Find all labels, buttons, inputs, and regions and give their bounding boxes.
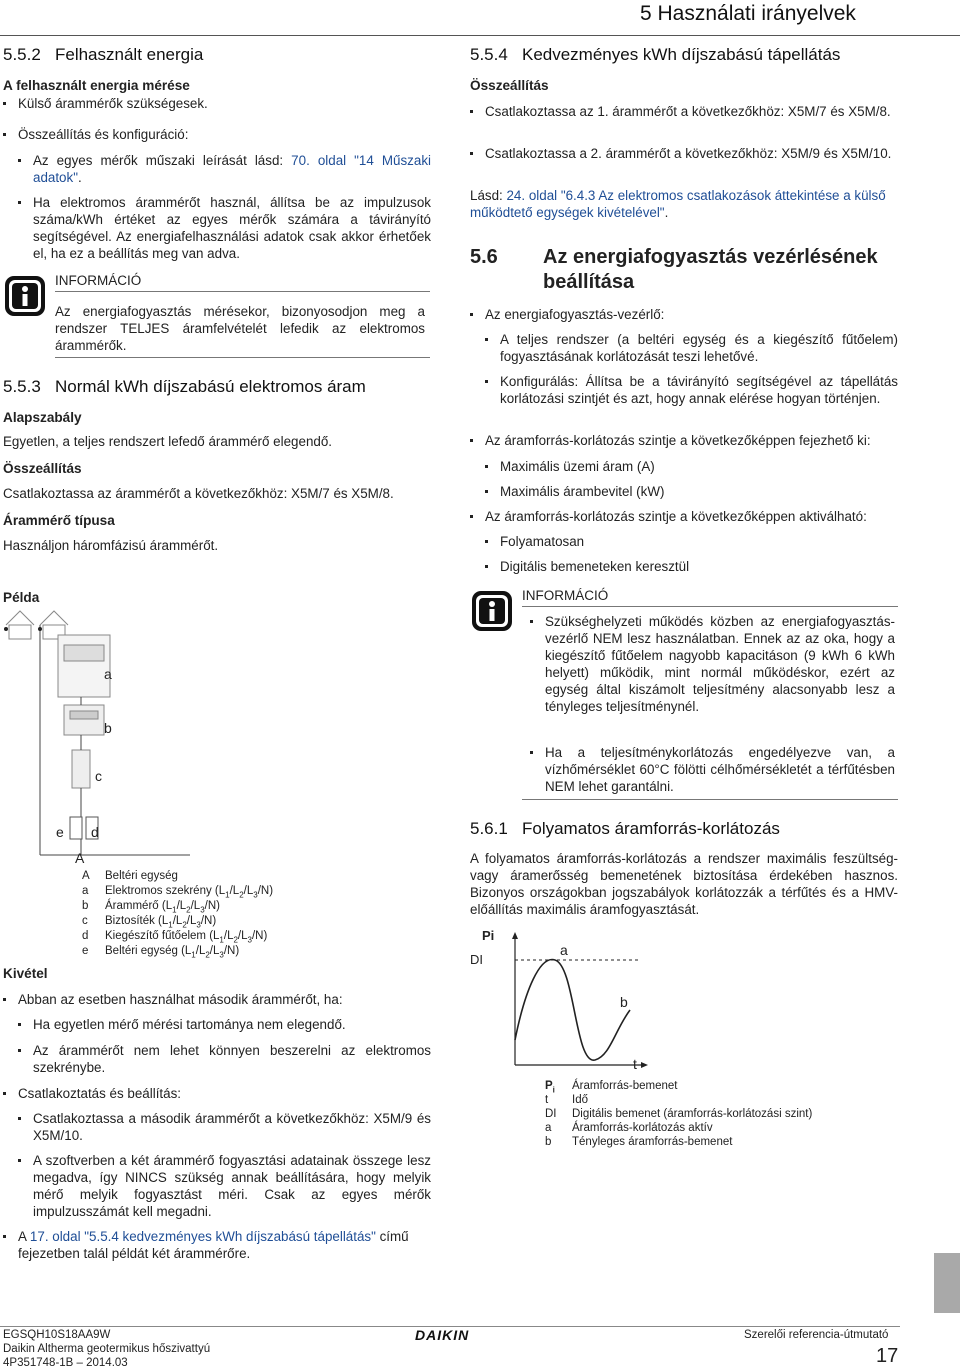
footer-doc: 4P351748-1B – 2014.03	[3, 1357, 128, 1369]
legend-row: $P_i$ Áramforrás-bemenet	[545, 1080, 678, 1095]
see-ref: Lásd: 24. oldal "6.4.3 Az elektromos csatlakozások áttekintése a külső működtető egységek kivételével".	[470, 188, 886, 220]
bullet-range: Ha egyetlen mérő mérési tartománya nem elegendő.	[33, 1016, 433, 1033]
bullet-software: A szoftverben a két árammérő fogyasztási adatainak összege lesz megadva, így NINCS szükség annak beállítására, hogy melyik mérő melyik fogyasztást méri. Csak az egyes mérők impulzusszámát kell megadni.	[33, 1153, 431, 1219]
section-554-title: 5.5.4 Kedvezményes kWh díjszabású tápellátás	[470, 45, 841, 64]
legend-row: d Kiegészítő fűtőelem $(L_1/L_2/L_3/N)$	[82, 930, 268, 945]
bullet-example-ref: A 17. oldal "5.5.4 kedvezményes kWh díjszabású tápellátás" című fejezetben talál példát két árammérőre.	[18, 1228, 433, 1262]
graph-label-a: a	[560, 942, 568, 958]
info-icon	[471, 590, 513, 632]
info-rule-right	[522, 606, 898, 607]
info-rule	[55, 291, 430, 292]
legend-row: t Idő	[545, 1094, 588, 1106]
fig-label-c: c	[95, 768, 102, 784]
section-56-title-2: beállítása	[543, 271, 635, 293]
text-561: A folyamatos áramforrás-korlátozás a rendszer maximális feszültség- vagy áramerősség bemenetének biztosítása érdekében hasznos. Bizonyos országokban jogszabályok korlátozzák a térfűtés és a HMV-előállítás maximális áramfogyasztását.	[470, 851, 898, 917]
info-text: Az energiafogyasztás mérésekor, bizonyosodjon meg a rendszer TELJES áramfelvételét lefedik az elektromos árammérők.	[55, 304, 425, 353]
link-643[interactable]: 24. oldal "6.4.3 Az elektromos csatlakozások áttekintése a külső működtető egységek kivételével"	[470, 188, 886, 220]
bullet-controller-b: Konfigurálás: Állítsa be a távirányító segítségével az tápellátás korlátozási szintjét és azt, hogy annak elérése hogyan történjen.	[500, 374, 898, 406]
text-setup: Csatlakoztassa az árammérőt a következőkhöz: X5M/7 és X5M/8.	[3, 486, 394, 501]
fig-label-e: e	[56, 824, 64, 840]
fig-label-a: a	[104, 666, 112, 682]
graph-label-b: b	[620, 994, 628, 1010]
info-title: INFORMÁCIÓ	[55, 273, 142, 288]
fig-label-A: A	[75, 850, 85, 866]
heading-exception: Kivétel	[3, 966, 48, 981]
link-tech-data[interactable]: 70. oldal "14 Műszaki adatok"	[33, 153, 431, 185]
fig-label-d: d	[91, 824, 99, 840]
bullet-digital: Digitális bemeneteken keresztül	[500, 558, 898, 575]
section-56-title-1: Az energiafogyasztás vezérlésének	[543, 246, 878, 268]
subtitle-energy-measure: A felhasznált energia mérése	[3, 78, 190, 93]
bullet-pulse-setting: Ha elektromos árammérőt használ, állítsa be az impulzusok száma/kWh értéket az egyes mérők számára a távirányító segítségével. Az energiafelhasználási adatok csak akkor érhetőek el, ha ez a beállítás meg van adva.	[33, 195, 431, 261]
link-554[interactable]: 17. oldal "5.5.4 kedvezményes kWh díjszabású tápellátás"	[29, 1229, 376, 1244]
legend-row: A Beltéri egység	[82, 870, 178, 882]
legend-row: a Elektromos szekrény $(L_1/L_2/L_3/N)$	[82, 885, 274, 900]
bullet-controller: Az energiafogyasztás-vezérlő:	[485, 306, 897, 323]
info-rule-right-bottom	[522, 799, 898, 800]
bullet-meter1: Csatlakoztassa az 1. árammérőt a következőkhöz: X5M/7 és X5M/8.	[485, 103, 897, 120]
header-rule	[0, 35, 960, 36]
info-rule-bottom	[55, 357, 430, 358]
info-bullet-emergency: Szükséghelyzeti működés közben az energiafogyasztás-vezérlő NEM lesz használatban. Ennek az az oka, hogy a kiegészítő fűtőelem nagyobb kapacitáson (9 kWh 6 kWh helyett) működik, mint normál működéskor, ezért az egység által kiszámolt teljesítmény alacsonyabb lesz a tényleges teljesítménynél.	[545, 614, 895, 714]
bullet-max-current: Maximális üzemi áram (A)	[500, 458, 898, 475]
heading-setup-554: Összeállítás	[470, 78, 549, 93]
bullet-spec-ref: Az egyes mérők műszaki leírását lásd: 70. oldal "14 Műszaki adatok".	[33, 153, 431, 185]
section-56-num: 5.6	[470, 246, 498, 268]
info-icon	[4, 275, 46, 317]
bullet-max-power: Maximális árambevitel (kW)	[500, 483, 898, 500]
graph-label-dl: DI	[470, 952, 483, 967]
footer-page-number: 17	[876, 1345, 899, 1367]
heading-example: Példa	[3, 590, 40, 605]
graph-label-pi: Pi	[482, 928, 495, 943]
heading-meter-type: Árammérő típusa	[3, 513, 115, 528]
legend-row: e Beltéri egység $(L_1/L_2/L_3/N)$	[82, 945, 240, 960]
info-bullet-power-limit: Ha a teljesítménykorlátozás engedélyezve van, a vízhőmérséklet 60°C fölötti célhőmérsékletét a térfűtésben NEM lehet garantálni.	[545, 745, 895, 794]
heading-setup: Összeállítás	[3, 461, 82, 476]
text-meter-type: Használjon háromfázisú árammérőt.	[3, 538, 219, 553]
bullet-second-meter: Abban az esetben használhat második árammérőt, ha:	[18, 991, 438, 1008]
fig-label-b: b	[104, 720, 112, 736]
section-553-title: 5.5.3 Normál kWh díjszabású elektromos áram	[3, 377, 366, 396]
legend-row: b Árammérő $(L_1/L_2/L_3/N)$	[82, 900, 220, 915]
heading-rule: Alapszabály	[3, 410, 82, 425]
legend-row: DI Digitális bemenet (áramforrás-korlátozási szint)	[545, 1108, 813, 1120]
text-rule: Egyetlen, a teljes rendszert lefedő árammérő elegendő.	[3, 434, 333, 449]
wiring-diagram	[0, 605, 200, 865]
bullet-continuous: Folyamatosan	[500, 533, 898, 550]
graph-label-t: t	[633, 1056, 637, 1072]
section-561-title: 5.6.1 Folyamatos áramforrás-korlátozás	[470, 819, 780, 838]
bullet-limit-activate: Az áramforrás-korlátozás szintje a következőképpen aktiválható:	[485, 508, 897, 525]
bullet-controller-a: A teljes rendszer (a beltéri egység és a kiegészítő fűtőelem) fogyasztásának korlátozását teszi lehetővé.	[500, 332, 898, 364]
chapter-tab	[934, 1253, 960, 1313]
footer-product: Daikin Altherma geotermikus hőszivattyú	[3, 1343, 211, 1355]
bullet-meters-needed: Külső árammérők szükségesek.	[18, 95, 438, 112]
daikin-logo: DAIKIN	[415, 1327, 470, 1343]
section-552-title: 5.5.2 Felhasznált energia	[3, 45, 204, 64]
bullet-limit-expr: Az áramforrás-korlátozás szintje a következőképpen fejezhető ki:	[485, 432, 897, 449]
bullet-connect: Csatlakoztatás és beállítás:	[18, 1085, 438, 1102]
bullet-meter2: Csatlakoztassa a 2. árammérőt a következőkhöz: X5M/9 és X5M/10.	[485, 145, 897, 162]
footer-model: EGSQH10S18AA9W	[3, 1329, 111, 1341]
footer-guide: Szerelői referencia-útmutató	[744, 1329, 889, 1341]
chapter-title: 5 Használati irányelvek	[640, 2, 856, 25]
bullet-connect-second: Csatlakoztassa a második árammérőt a következőkhöz: X5M/9 és X5M/10.	[33, 1111, 431, 1143]
info-title-right: INFORMÁCIÓ	[522, 588, 609, 603]
bullet-config: Összeállítás és konfiguráció:	[18, 126, 438, 143]
bullet-install: Az árammérőt nem lehet könnyen beszerelni az elektromos szekrénybe.	[33, 1043, 431, 1075]
legend-row: c Biztosíték $(L_1/L_2/L_3/N)$	[82, 915, 217, 930]
legend-row: b Tényleges áramforrás-bemenet	[545, 1136, 733, 1148]
legend-row: a Áramforrás-korlátozás aktív	[545, 1122, 713, 1134]
